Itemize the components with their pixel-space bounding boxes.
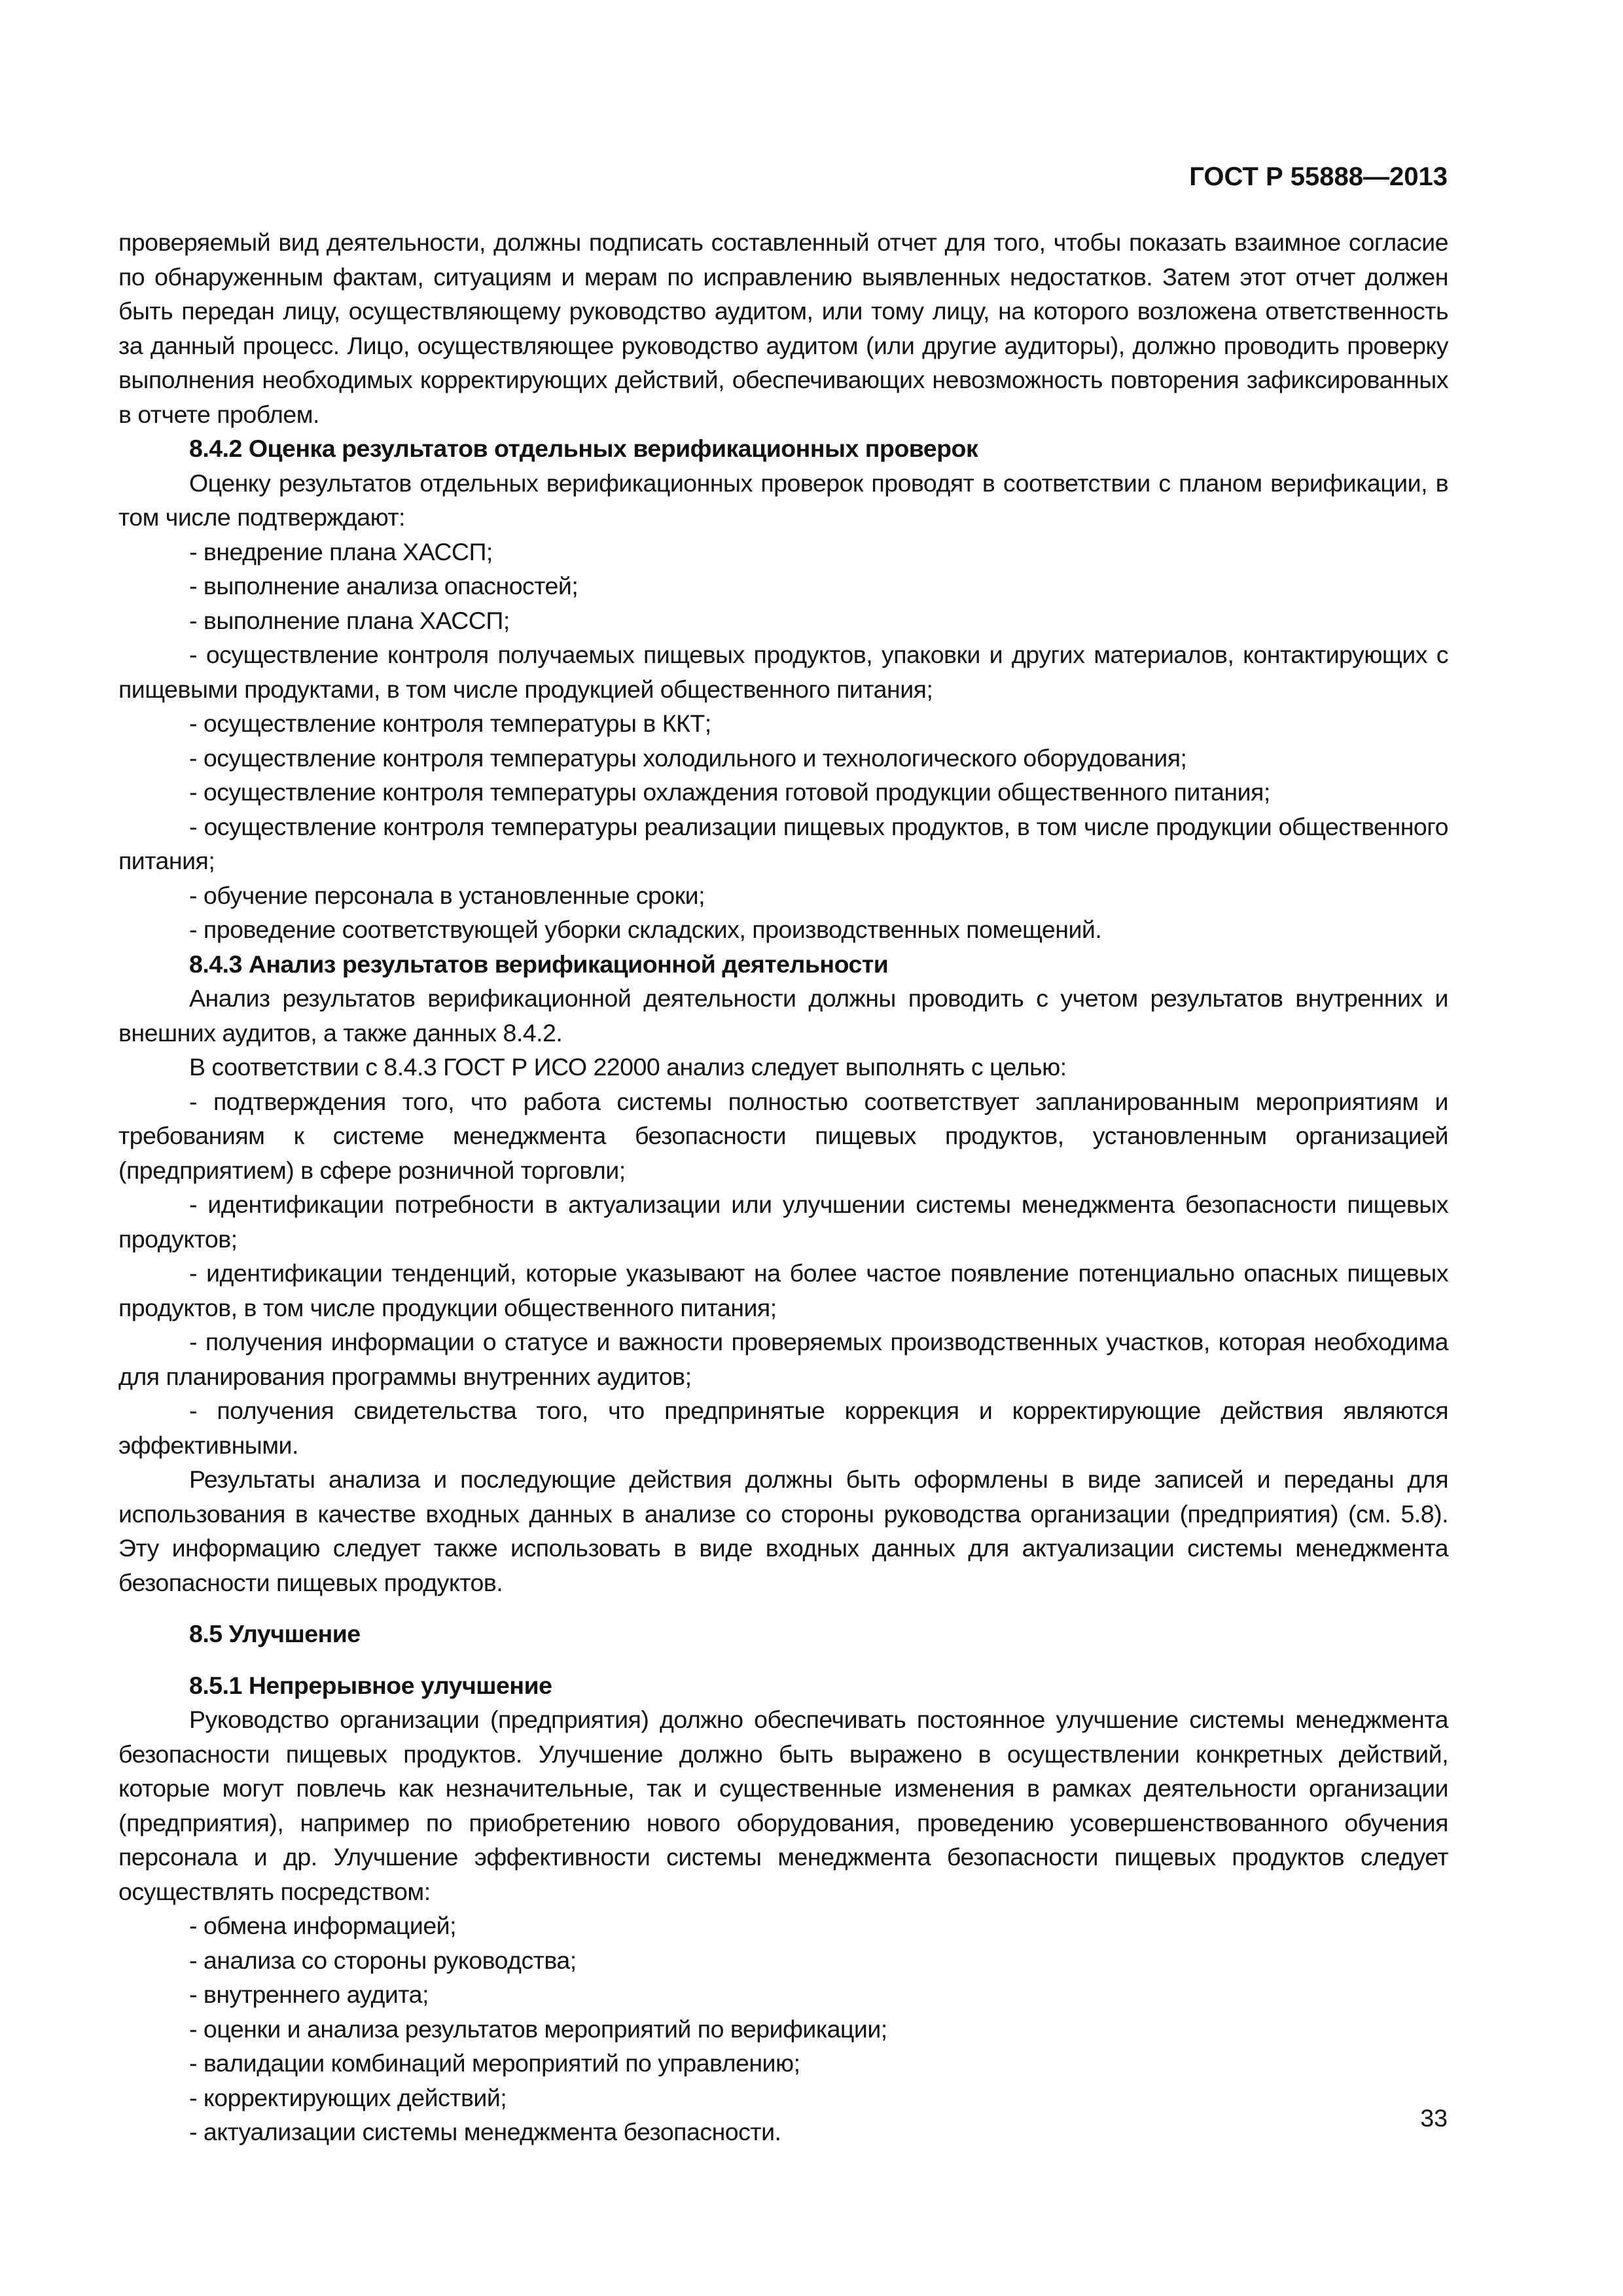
list-item: - получения информации о статусе и важности проверяемых производственных участков, которая необходима для планирования программы внутренних аудитов; xyxy=(118,1328,1448,1390)
list-item: - валидации комбинаций мероприятий по управлению; xyxy=(189,2049,800,2077)
list-item: - анализа со стороны руководства; xyxy=(189,1946,577,1974)
list-item: - осуществление контроля температуры охлаждения готовой продукции общественного питания; xyxy=(189,778,1270,806)
paragraph: В соответствии с 8.4.3 ГОСТ Р ИСО 22000 анализ следует выполнять с целью: xyxy=(189,1053,1067,1081)
list-item: - получения свидетельства того, что предпринятые коррекция и корректирующие действия являются эффективными. xyxy=(118,1397,1448,1459)
paragraph: Руководство организации (предприятия) должно обеспечивать постоянное улучшение системы менеджмента безопасности пищевых продуктов. Улучшение должно быть выражено в осуществлении конкретных действий, которые могут повлечь как незначительные, так и существенные изменения в рамках деятельности организации (предприятия), например по приобретению нового оборудования, проведению усовершенствованного обучения персонала и др. Улучшение эффективности системы менеджмента безопасности пищевых продуктов следует осуществлять посредством: xyxy=(118,1706,1448,1905)
list-item: - осуществление контроля температуры реализации пищевых продуктов, в том числе продукции общественного питания; xyxy=(118,812,1448,874)
list-item: - обмена информацией; xyxy=(189,1912,457,1939)
section-heading: 8.5 Улучшение xyxy=(189,1620,361,1647)
paragraph: Результаты анализа и последующие действия должны быть оформлены в виде записей и переданы для использования в качестве входных данных в анализе со стороны руководства организации (предприятия) (см. 5.8). Эту информацию следует также использовать в виде входных данных для актуализации системы менеджмента безопасности пищевых продуктов. xyxy=(118,1465,1448,1596)
list-item: - актуализации системы менеджмента безопасности. xyxy=(189,2118,781,2145)
list-item: - идентификации потребности в актуализации или улучшении системы менеджмента безопасности пищевых продуктов; xyxy=(118,1191,1448,1253)
document-code-header: ГОСТ Р 55888—2013 xyxy=(1189,162,1448,191)
section-heading: 8.5.1 Непрерывное улучшение xyxy=(189,1671,552,1699)
list-item: - подтверждения того, что работа системы полностью соответствует запланированным мероприятиям и требованиям к системе менеджмента безопасности пищевых продуктов, установленным организацией (предприятием) в сфере розничной торговли; xyxy=(118,1087,1448,1184)
list-item: - корректирующих действий; xyxy=(189,2083,507,2111)
section-heading: 8.4.3 Анализ результатов верификационной деятельности xyxy=(189,950,889,978)
paragraph: Анализ результатов верификационной деятельности должны проводить с учетом результатов внутренних и внешних аудитов, а также данных 8.4.2. xyxy=(118,984,1448,1047)
list-item: - внутреннего аудита; xyxy=(189,1981,429,2008)
list-item: - выполнение плана ХАССП; xyxy=(189,606,510,634)
list-item: - оценки и анализа результатов мероприятий по верификации; xyxy=(189,2015,887,2043)
list-item: - осуществление контроля температуры холодильного и технологического оборудования; xyxy=(189,744,1187,772)
list-item: - проведение соответствующей уборки складских, производственных помещений. xyxy=(189,916,1102,943)
paragraph: Оценку результатов отдельных верификационных проверок проводят в соответствии с планом верификации, в том числе подтверждают: xyxy=(118,469,1448,531)
list-item: - выполнение анализа опасностей; xyxy=(189,572,579,600)
paragraph: проверяемый вид деятельности, должны подписать составленный отчет для того, чтобы показать взаимное согласие по обнаруженным фактам, ситуациям и мерам по исправлению выявленных недостатков. Затем этот отчет должен быть передан лицу, осуществляющему руководство аудитом, или тому лицу, на которого возложена ответственность за данный процесс. Лицо, осуществляющее руководство аудитом (или другие аудиторы), должно проводить проверку выполнения необходимых корректирующих действий, обеспечивающих невозможность повторения зафиксированных в отчете проблем. xyxy=(118,228,1448,428)
page-number: 33 xyxy=(1420,2104,1448,2132)
list-item: - внедрение плана ХАССП; xyxy=(189,537,493,565)
list-item: - осуществление контроля получаемых пищевых продуктов, упаковки и других материалов, контактирующих с пищевыми продуктами, в том числе продукцией общественного питания; xyxy=(118,641,1448,703)
list-item: - обучение персонала в установленные сроки; xyxy=(189,881,705,909)
document-body xyxy=(118,225,1448,2149)
list-item: - осуществление контроля температуры в ККТ; xyxy=(189,709,711,737)
list-item: - идентификации тенденций, которые указывают на более частое появление потенциально опасных пищевых продуктов, в том числе продукции общественного питания; xyxy=(118,1259,1448,1321)
section-heading: 8.4.2 Оценка результатов отдельных верификационных проверок xyxy=(189,435,978,462)
